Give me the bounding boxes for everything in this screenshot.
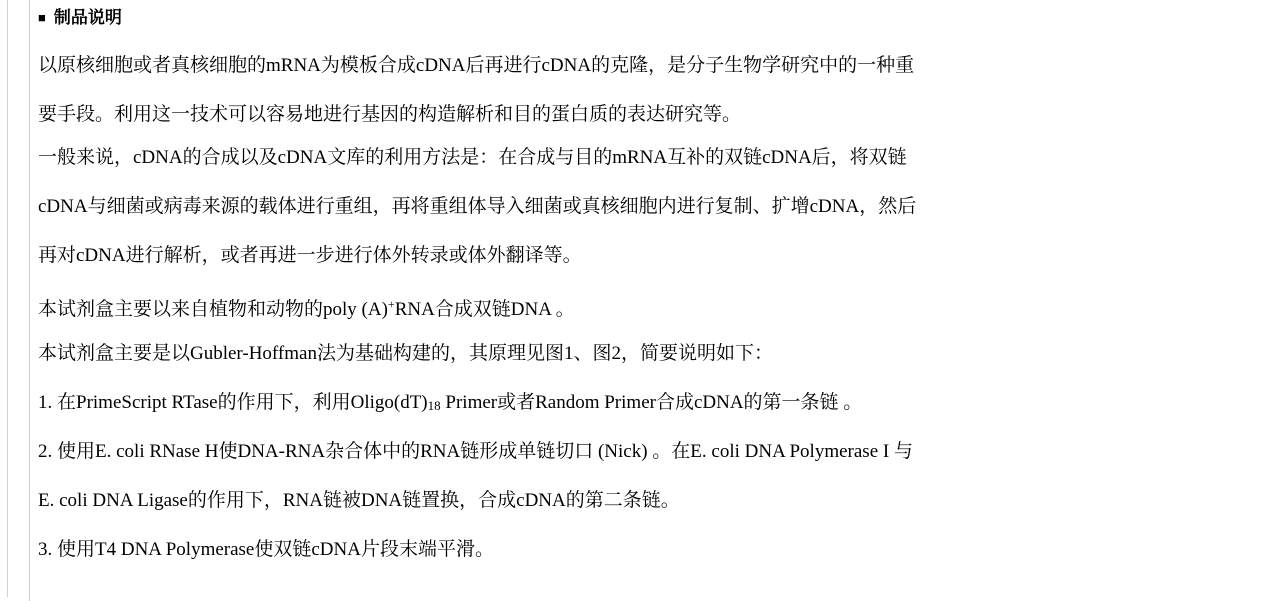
section-bullet-icon: ■ xyxy=(38,10,46,25)
list-item-step1 xyxy=(38,378,1118,427)
text-segment: 本试剂盒主要以来自植物和动物的poly (A) xyxy=(38,299,388,320)
text-line: E. coli DNA Ligase的作用下，RNA链被DNA链置换，合成cDNA的第二条链。 xyxy=(38,490,680,511)
text-line: cDNA与细菌或病毒来源的载体进行重组，再将重组体导入细菌或真核细胞内进行复制、扩增cDNA，然后 xyxy=(38,196,917,217)
list-item-step3 xyxy=(38,525,1118,574)
section-title: 制品说明 xyxy=(53,8,122,27)
text-segment: RNA合成双链DNA 。 xyxy=(394,299,575,320)
text-line: 以原核细胞或者真核细胞的mRNA为模板合成cDNA后再进行cDNA的克隆，是分子生物学研究中的一种重 xyxy=(38,55,915,76)
text-segment: Primer或者Random Primer合成cDNA的第一条链 。 xyxy=(440,392,863,413)
paragraph-kit-source xyxy=(38,280,1118,329)
text-line: 再对cDNA进行解析，或者再进一步进行体外转录或体外翻译等。 xyxy=(38,245,582,266)
document-content xyxy=(38,0,1118,574)
text-line: 3. 使用T4 DNA Polymerase使双链cDNA片段末端平滑。 xyxy=(38,539,494,560)
superscript-plus: + xyxy=(387,297,395,311)
text-line xyxy=(38,280,1118,329)
text-segment: 1. 在PrimeScript RTase的作用下，利用Oligo(dT) xyxy=(38,392,428,413)
list-item-step2 xyxy=(38,427,1118,525)
text-line: 要手段。利用这一技术可以容易地进行基因的构造解析和目的蛋白质的表达研究等。 xyxy=(38,104,742,125)
paragraph-intro xyxy=(38,41,1118,139)
section-heading xyxy=(38,0,1118,30)
text-line: 本试剂盒主要是以Gubler-Hoffman法为基础构建的，其原理见图1、图2，简要说明如下： xyxy=(38,343,773,364)
table-border-inner xyxy=(29,0,30,601)
table-border-outer xyxy=(7,0,8,597)
text-line: 一般来说，cDNA的合成以及cDNA文库的利用方法是：在合成与目的mRNA互补的双链cDNA后，将双链 xyxy=(38,147,907,168)
text-line: 2. 使用E. coli RNase H使DNA-RNA杂合体中的RNA链形成单链切口 (Nick) 。在E. coli DNA Polymerase I 与 xyxy=(38,441,913,462)
subscript-18: 18 xyxy=(427,398,441,413)
text-line xyxy=(38,378,1118,427)
paragraph-method xyxy=(38,133,1118,280)
paragraph-kit-principle xyxy=(38,329,1118,378)
